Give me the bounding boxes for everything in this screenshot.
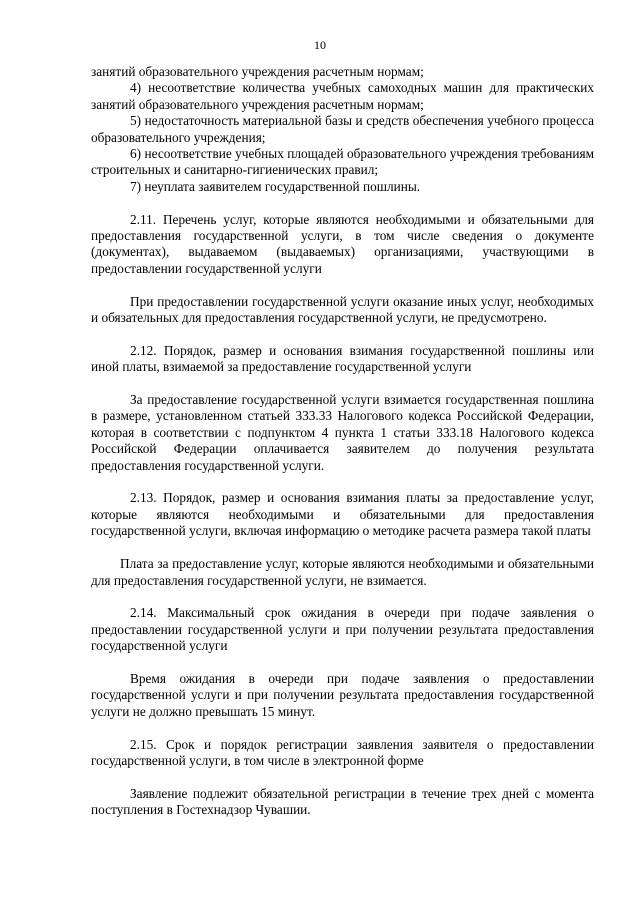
section-heading: 2.14. Максимальный срок ожидания в очереди при подаче заявления о предоставлении государственной услуги и при получении результата предоставления государственной услуги xyxy=(91,605,594,654)
paragraph: Плата за предоставление услуг, которые являются необходимыми и обязательными для предоставления государственной услуги, не взимается. xyxy=(91,556,594,588)
section-heading: 2.13. Порядок, размер и основания взимания платы за предоставление услуг, которые являются необходимыми и обязательными для предоставления государственной услуги, включая информацию о методике расчета размера такой платы xyxy=(91,490,594,539)
paragraph: занятий образовательного учреждения расчетным нормам; xyxy=(91,64,424,79)
section-heading: 2.12. Порядок, размер и основания взимания государственной пошлины или иной платы, взимаемой за предоставление государственной услуги xyxy=(91,342,594,375)
list-item: 6) несоответствие учебных площадей образовательного учреждения требованиям строительных и санитарно-гигиенических правил; xyxy=(91,146,594,178)
section-heading: 2.15. Срок и порядок регистрации заявления заявителя о предоставлении государственной услуги, в том числе в электронной форме xyxy=(91,736,594,768)
spacer xyxy=(91,474,594,490)
spacer xyxy=(91,769,594,785)
spacer xyxy=(91,540,594,556)
spacer xyxy=(91,720,594,736)
paragraph: Заявление подлежит обязательной регистрации в течение трех дней с момента поступления в Гостехнадзор Чувашии. xyxy=(91,785,594,818)
paragraph: Время ожидания в очереди при подаче заявления о предоставлении государственной услуги и при получении результата предоставления государственной услуги не должно превышать 15 минут. xyxy=(91,670,594,719)
spacer xyxy=(91,589,594,605)
spacer xyxy=(91,195,594,211)
page-number: 10 xyxy=(314,38,326,52)
paragraph: За предоставление государственной услуги взимается государственная пошлина в размере, установленном статьей 333.33 Налогового кодекса Российской Федерации, которая в соответствии с подпунктом 4 пункта 1 статьи 333.18 Налогового кодекса Российской Федерации оплачивается заявителем до получения результата предоставления государственной услуги. xyxy=(91,392,594,473)
document-body xyxy=(91,64,594,819)
list-item: 4) несоответствие количества учебных самоходных машин для практических занятий образовательного учреждения расчетным нормам; xyxy=(91,80,594,112)
spacer xyxy=(91,277,594,293)
list-item: 7) неуплата заявителем государственной пошлины. xyxy=(130,178,421,194)
spacer xyxy=(91,655,594,671)
spacer xyxy=(91,376,594,392)
list-item: 5) недостаточность материальной базы и средств обеспечения учебного процесса образовательного учреждения; xyxy=(91,113,594,145)
spacer xyxy=(91,326,594,342)
section-heading: 2.11. Перечень услуг, которые являются необходимыми и обязательными для предоставления государственной услуги, в том числе сведения о документе (документах), выдаваемом (выдаваемых) организациями, участвующими в предоставлении государственной услуги xyxy=(91,211,594,276)
paragraph: При предоставлении государственной услуги оказание иных услуг, необходимых и обязательных для предоставления государственной услуги, не предусмотрено. xyxy=(91,293,594,326)
